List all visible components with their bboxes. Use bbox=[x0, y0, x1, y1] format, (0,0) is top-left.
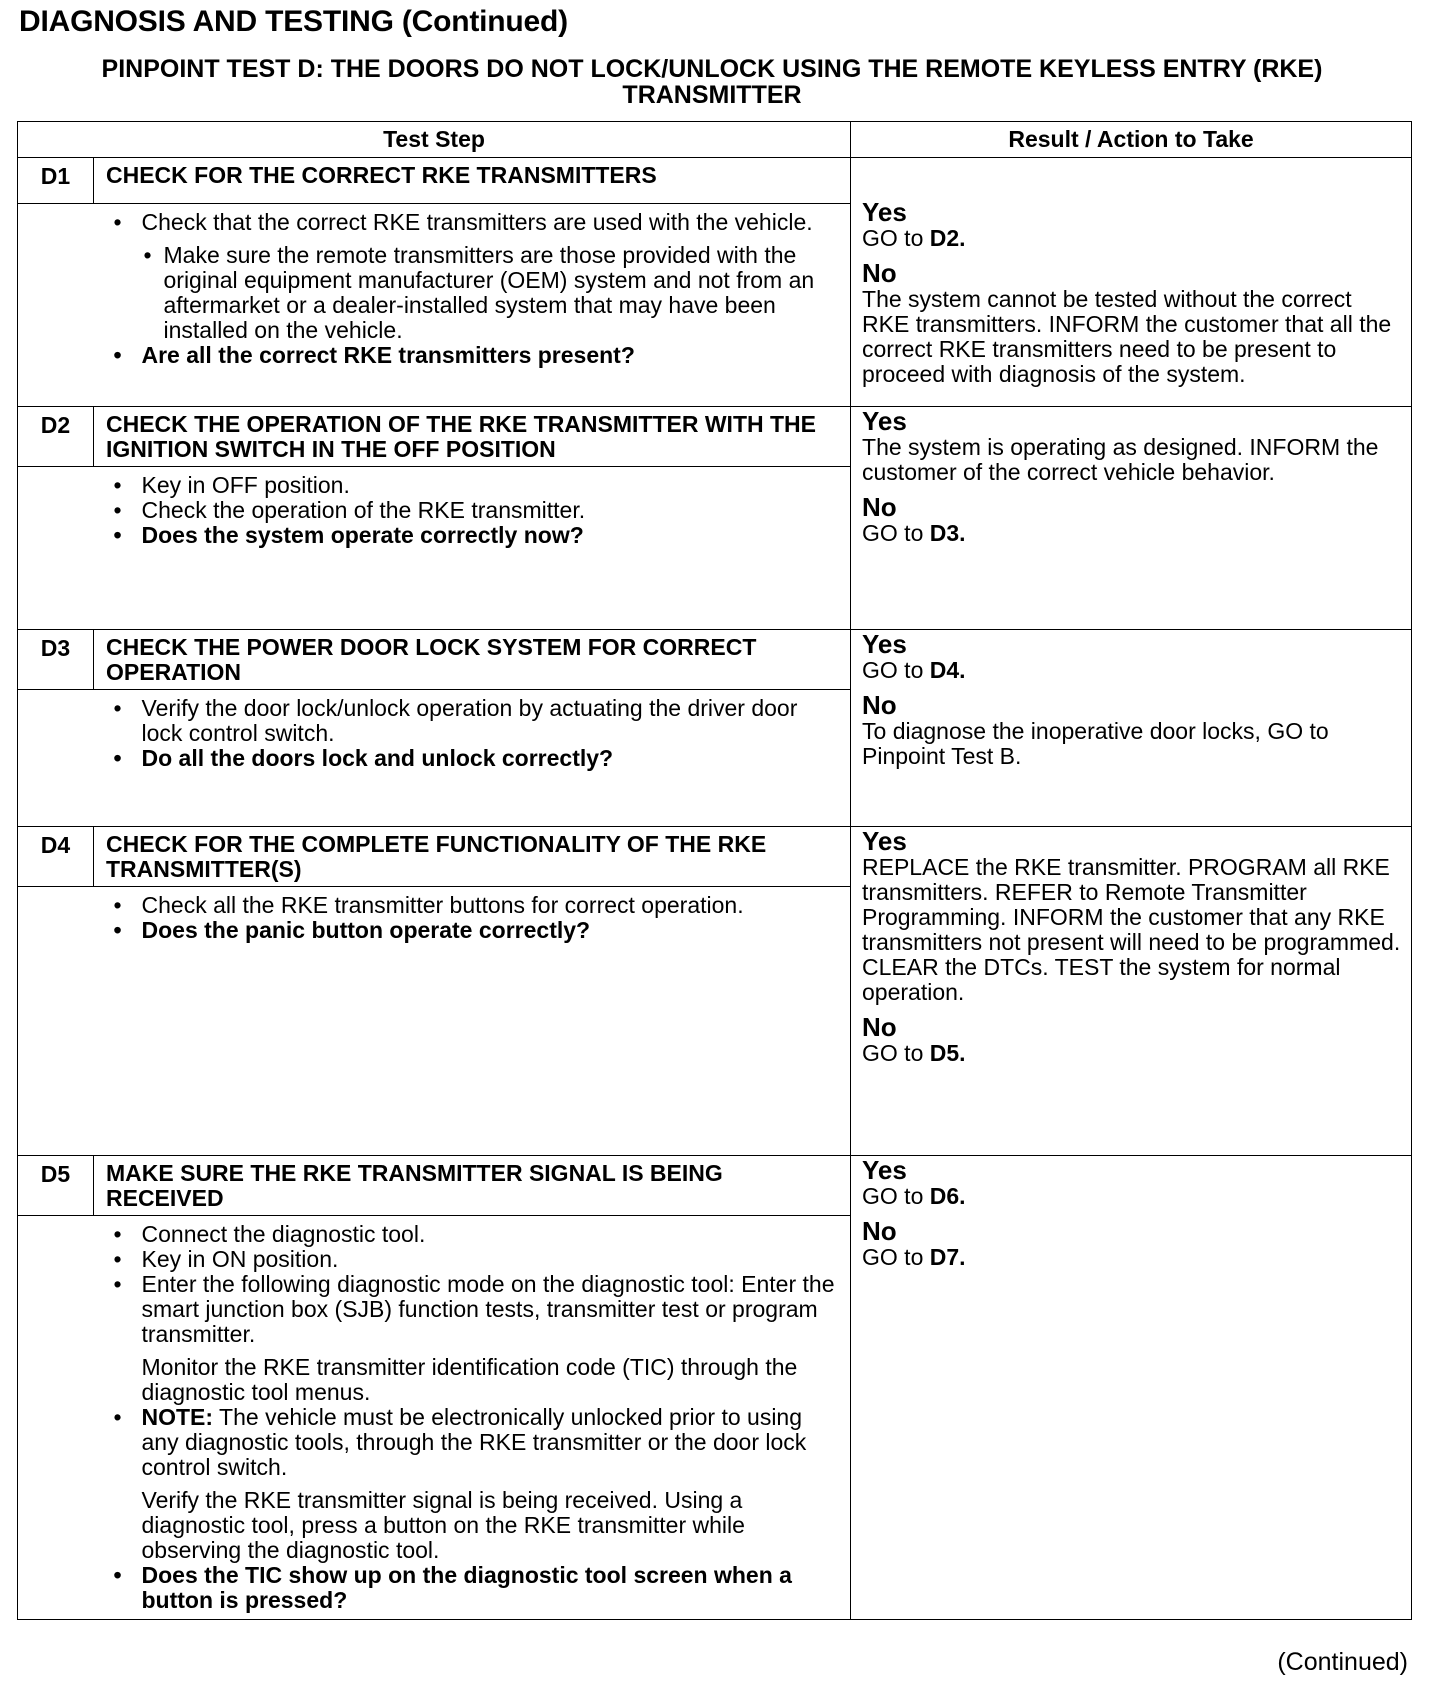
step-d4-header-row bbox=[18, 827, 1412, 887]
step-question: • Do all the doors lock and unlock correctly? bbox=[106, 746, 839, 771]
sub-list-item: • Make sure the remote transmitters are those provided with the original equipment manufacturer (OEM) system and not from an aftermarket or a dealer-installed system that may have been installed on the vehicle. bbox=[106, 243, 839, 343]
list-item: • Verify the door lock/unlock operation by actuating the driver door lock control switch. bbox=[106, 696, 839, 746]
note-item bbox=[106, 1405, 839, 1480]
no-action: GO to D5. bbox=[862, 1040, 966, 1066]
no-action: The system cannot be tested without the correct RKE transmitters. INFORM the customer that all the correct RKE transmitters need to be present to proceed with diagnosis of the system. bbox=[862, 286, 1392, 387]
pinpoint-test-title-line2: TRANSMITTER bbox=[622, 81, 802, 109]
step-d2-body bbox=[94, 467, 851, 630]
yes-action: GO to D6. bbox=[862, 1183, 966, 1209]
step-d3-header-row bbox=[18, 630, 1412, 690]
no-label: No bbox=[862, 1216, 897, 1246]
step-title: CHECK THE OPERATION OF THE RKE TRANSMITTER WITH THE IGNITION SWITCH IN THE OFF POSITION bbox=[94, 407, 851, 467]
step-title: MAKE SURE THE RKE TRANSMITTER SIGNAL IS BEING RECEIVED bbox=[94, 1156, 851, 1216]
step-d5-body bbox=[94, 1216, 851, 1620]
header-test-step: Test Step bbox=[18, 122, 851, 158]
yes-label: Yes bbox=[862, 197, 907, 227]
step-d1-header-row bbox=[18, 158, 1412, 204]
step-d3-result bbox=[851, 630, 1412, 827]
step-question: • Does the TIC show up on the diagnostic tool screen when a button is pressed? bbox=[106, 1563, 839, 1613]
header-result-action: Result / Action to Take bbox=[851, 122, 1412, 158]
pinpoint-test-title-line1: PINPOINT TEST D: THE DOORS DO NOT LOCK/UNLOCK USING THE REMOTE KEYLESS ENTRY (RKE) bbox=[101, 55, 1323, 83]
step-d5-header-row bbox=[18, 1156, 1412, 1216]
table-header-row bbox=[18, 122, 1412, 158]
list-item: • Key in ON position. bbox=[106, 1247, 839, 1272]
yes-action: GO to D2. bbox=[862, 225, 966, 251]
yes-action: REPLACE the RKE transmitter. PROGRAM all RKE transmitters. REFER to Remote Transmitter Programming. INFORM the customer that any RKE transmitters not present will need to be programmed. CLEAR the DTCs. TEST the system for normal operation. bbox=[862, 854, 1401, 1005]
pinpoint-test-title bbox=[18, 56, 1406, 108]
yes-label: Yes bbox=[862, 826, 907, 856]
no-action: To diagnose the inoperative door locks, GO to Pinpoint Test B. bbox=[862, 718, 1329, 769]
no-label: No bbox=[862, 690, 897, 720]
step-d5-result bbox=[851, 1156, 1412, 1620]
list-item: • Key in OFF position. bbox=[106, 473, 839, 498]
page-title: DIAGNOSIS AND TESTING (Continued) bbox=[19, 5, 568, 38]
step-question: • Does the system operate correctly now? bbox=[106, 523, 839, 548]
no-label: No bbox=[862, 258, 897, 288]
step-title: CHECK THE POWER DOOR LOCK SYSTEM FOR CORRECT OPERATION bbox=[94, 630, 851, 690]
step-id: D3 bbox=[18, 630, 94, 690]
step-d4-body bbox=[94, 887, 851, 1156]
yes-label: Yes bbox=[862, 1155, 907, 1185]
list-item: • Connect the diagnostic tool. bbox=[106, 1222, 839, 1247]
yes-action: The system is operating as designed. INFORM the customer of the correct vehicle behavior. bbox=[862, 434, 1379, 485]
step-d2-header-row bbox=[18, 407, 1412, 467]
note-label: NOTE: bbox=[141, 1404, 214, 1430]
step-d3-body bbox=[94, 690, 851, 827]
step-d2-result bbox=[851, 407, 1412, 630]
list-item: • Check the operation of the RKE transmitter. bbox=[106, 498, 839, 523]
step-id: D1 bbox=[18, 158, 94, 204]
no-label: No bbox=[862, 1012, 897, 1042]
yes-label: Yes bbox=[862, 629, 907, 659]
no-label: No bbox=[862, 492, 897, 522]
step-question: • Does the panic button operate correctly? bbox=[106, 918, 839, 943]
yes-action: GO to D4. bbox=[862, 657, 966, 683]
paragraph: Verify the RKE transmitter signal is being received. Using a diagnostic tool, press a button on the RKE transmitter while observing the diagnostic tool. bbox=[141, 1487, 745, 1563]
paragraph: Monitor the RKE transmitter identification code (TIC) through the diagnostic tool menus. bbox=[141, 1354, 798, 1405]
step-title: CHECK FOR THE CORRECT RKE TRANSMITTERS bbox=[94, 158, 851, 204]
step-id: D4 bbox=[18, 827, 94, 887]
step-d1-body bbox=[94, 204, 851, 407]
pinpoint-test-table bbox=[17, 121, 1412, 1620]
list-item: • Enter the following diagnostic mode on the diagnostic tool: Enter the smart junction box (SJB) function tests, transmitter test or program transmitter. bbox=[106, 1272, 839, 1347]
step-title: CHECK FOR THE COMPLETE FUNCTIONALITY OF THE RKE TRANSMITTER(S) bbox=[94, 827, 851, 887]
no-action: GO to D7. bbox=[862, 1244, 966, 1270]
step-question: • Are all the correct RKE transmitters present? bbox=[106, 343, 839, 368]
step-d4-result bbox=[851, 827, 1412, 1156]
note-text: The vehicle must be electronically unlocked prior to using any diagnostic tools, through the RKE transmitter or the door lock control switch. bbox=[141, 1404, 807, 1480]
step-d1-result bbox=[851, 158, 1412, 407]
no-action: GO to D3. bbox=[862, 520, 966, 546]
yes-label: Yes bbox=[862, 406, 907, 436]
step-id: D2 bbox=[18, 407, 94, 467]
list-item: • Check all the RKE transmitter buttons for correct operation. bbox=[106, 893, 839, 918]
continued-label: (Continued) bbox=[1277, 1648, 1408, 1676]
list-item: • Check that the correct RKE transmitters are used with the vehicle. bbox=[106, 210, 839, 235]
step-id: D5 bbox=[18, 1156, 94, 1216]
